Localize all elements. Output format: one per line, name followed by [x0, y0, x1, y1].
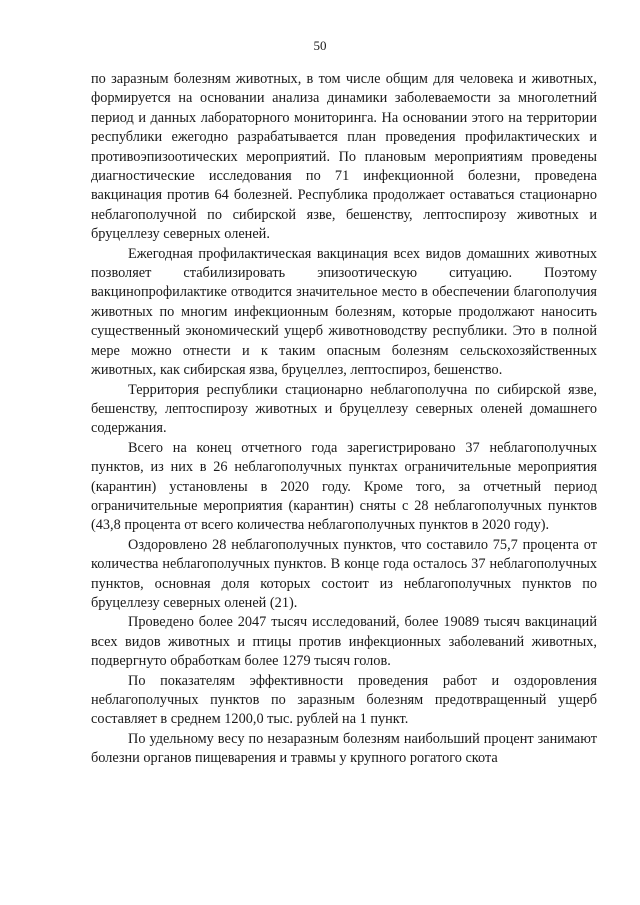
paragraph-7: По показателям эффективности проведения работ и оздоровления неблагополучных пунктов по заразным болезням предотвращенный ущерб составляет в среднем 1200,0 тыс. рублей на 1 пункт.	[91, 672, 597, 728]
paragraph-4: Всего на конец отчетного года зарегистрировано 37 неблагополучных пунктов, из них в 26 неблагополучных пунктах ограничительные мероприятия (карантин) установлены в 2020 году. Кроме того, за отчетный период ограничительные мероприятия (карантин) сняты с 28 неблагополучных пунктов (43,8 процента от всего количества неблагополучных пунктов в 2020 году).	[91, 439, 597, 534]
paragraph-2: Ежегодная профилактическая вакцинация всех видов домашних животных позволяет стабилизировать эпизоотическую ситуацию. Поэтому вакцинопрофилактике отводится значительное место в обеспечении благополучия животных по многим инфекционным болезням, которые продолжают наносить существенный экономический ущерб животноводству республики. Это в полной мере можно отнести и к таким опасным болезням сельскохозяйственных животных, как сибирская язва, бруцеллез, лептоспироз, бешенство.	[91, 245, 597, 379]
paragraph-5: Оздоровлено 28 неблагополучных пунктов, что составило 75,7 процента от количества неблагополучных пунктов. В конце года осталось 37 неблагополучных пунктов, основная доля которых состоит из неблагополучных пунктов по бруцеллезу северных оленей (21).	[91, 536, 597, 611]
paragraph-1: по заразным болезням животных, в том числе общим для человека и животных, формируется на основании анализа динамики заболеваемости за многолетний период и данных лабораторного мониторинга. На основании этого на территории республики ежегодно разрабатывается план проведения профилактических и противоэпизоотических мероприятий. По плановым мероприятиям проведены диагностические исследования по 71 инфекционной болезни, проведена вакцинация против 64 болезней. Республика продолжает оставаться стационарно неблагополучной по сибирской язве, бешенству, лептоспирозу животных и бруцеллезу северных оленей.	[91, 71, 597, 243]
paragraph-3: Территория республики стационарно неблагополучна по сибирской язве, бешенству, лептоспирозу животных и бруцеллезу северных оленей домашнего содержания.	[91, 381, 597, 437]
page-number: 50	[313, 38, 327, 53]
paragraph-8: По удельному весу по незаразным болезням наибольший процент занимают болезни органов пищеварения и травмы у крупного рогатого скота	[91, 730, 597, 767]
body-text	[91, 70, 597, 769]
paragraph-6: Проведено более 2047 тысяч исследований, более 19089 тысяч вакцинаций всех видов животных и птицы против инфекционных заболеваний животных, подвергнуто обработкам более 1279 тысяч голов.	[91, 614, 597, 670]
